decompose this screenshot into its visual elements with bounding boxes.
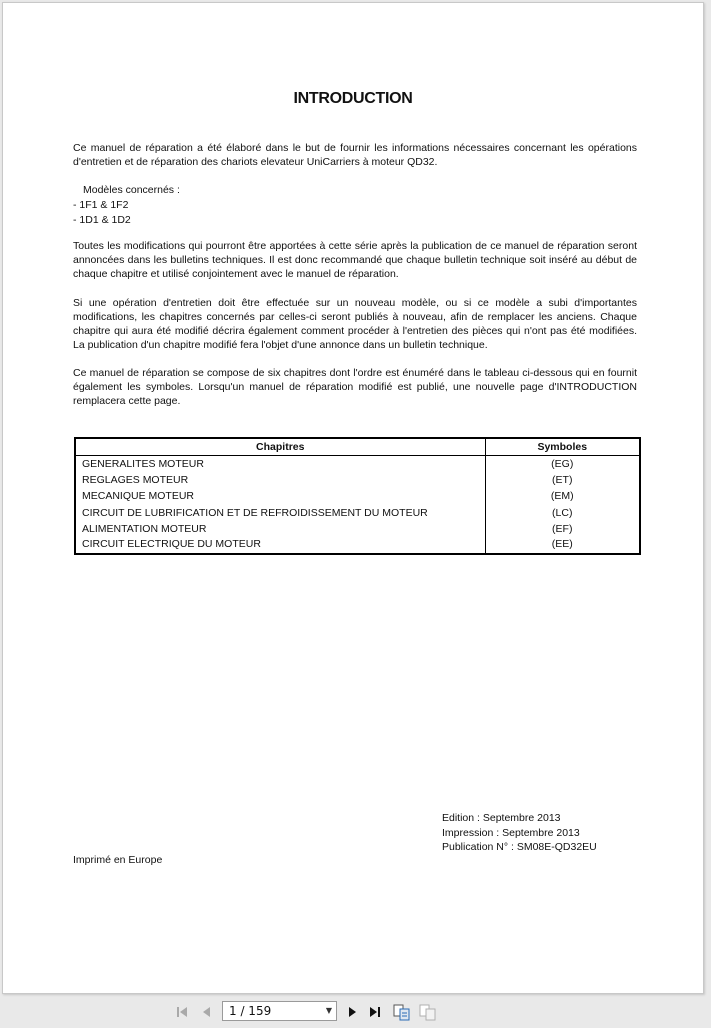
chapter-symbol: (EF): [552, 523, 573, 536]
chapter-symbol: (EE): [551, 537, 573, 550]
chapter-name: REGLAGES MOTEUR: [75, 472, 485, 489]
edition-info: [442, 811, 597, 855]
document-page: [2, 2, 704, 994]
viewer-toolbar: [0, 997, 711, 1028]
table-row: [75, 538, 640, 555]
chapter-name: MECANIQUE MOTEUR: [75, 488, 485, 505]
page-number-select[interactable]: [222, 1001, 337, 1021]
table-row: [75, 455, 640, 472]
chapters-table: [74, 437, 641, 555]
table-row: [75, 488, 640, 505]
models-list: [73, 183, 180, 228]
table-row: [75, 521, 640, 538]
chapter-symbol: (EM): [550, 490, 574, 503]
intro-paragraph-3: Si une opération d'entretien doit être effectuée sur un nouveau modèle, ou si ce modèle a subi d'importantes modifications, les chapitres concernés par celles-ci seront publiés à nouveau, afin de remplacer les anciens. Chaque chapitre qui aura été modifié décrira également comment procéder à l'entretien des pièces qui n'ont pas été modifiées. La publication d'un chapitre modifié fera l'objet d'une annonce dans un bulletin technique.: [73, 297, 637, 351]
model-item: - 1F1 & 1F2: [73, 199, 129, 211]
edition-date: Edition : Septembre 2013: [442, 812, 561, 824]
last-page-icon[interactable]: [366, 1003, 384, 1021]
table-row: [75, 505, 640, 522]
chapter-name: GENERALITES MOTEUR: [75, 455, 485, 472]
publication-number: Publication N° : SM08E-QD32EU: [442, 841, 597, 853]
chevron-down-icon: ▼: [325, 1006, 332, 1015]
first-page-icon[interactable]: [173, 1003, 191, 1021]
next-page-icon[interactable]: [343, 1003, 361, 1021]
table-header-row: [75, 438, 640, 455]
column-header-symboles: Symboles: [485, 438, 640, 455]
intro-paragraph-1: Ce manuel de réparation a été élaboré dans le but de fournir les informations nécessaires concernant les opérations d'entretien et de réparation des chariots elevateur UniCarriers à moteur QD32.: [73, 142, 637, 168]
chapter-symbol: (ET): [552, 473, 573, 486]
fit-page-icon[interactable]: [393, 1003, 411, 1021]
chapter-name: ALIMENTATION MOTEUR: [75, 521, 485, 538]
model-item: - 1D1 & 1D2: [73, 214, 131, 226]
chapter-name: CIRCUIT ELECTRIQUE DU MOTEUR: [75, 538, 485, 555]
page-title: INTRODUCTION: [293, 90, 413, 107]
impression-date: Impression : Septembre 2013: [442, 826, 580, 839]
page-indicator: 1 / 159: [229, 1004, 272, 1018]
chapter-symbol: (EG): [551, 457, 574, 470]
fit-width-icon[interactable]: [419, 1003, 437, 1021]
printed-in: Imprimé en Europe: [73, 854, 163, 866]
table-row: [75, 472, 640, 489]
column-header-chapitres: Chapitres: [75, 438, 485, 455]
models-heading: Modèles concernés :: [83, 184, 180, 196]
chapter-name: CIRCUIT DE LUBRIFICATION ET DE REFROIDISSEMENT DU MOTEUR: [75, 505, 485, 522]
chapter-symbol: (LC): [552, 506, 573, 519]
previous-page-icon[interactable]: [198, 1003, 216, 1021]
intro-paragraph-2: Toutes les modifications qui pourront être apportées à cette série après la publication de ce manuel de réparation seront annoncées dans les bulletins techniques. Il est donc recommandé que chaque bulletin technique soit inséré au début de chaque chapitre et utilisé conjointement avec le manuel de réparation.: [73, 240, 637, 280]
intro-paragraph-4: Ce manuel de réparation se compose de six chapitres dont l'ordre est énuméré dans le tableau ci-dessous qui en fournit également les symboles. Lorsqu'un manuel de réparation modifié est publié, une nouvelle page d'INTRODUCTION remplacera cette page.: [73, 367, 637, 407]
